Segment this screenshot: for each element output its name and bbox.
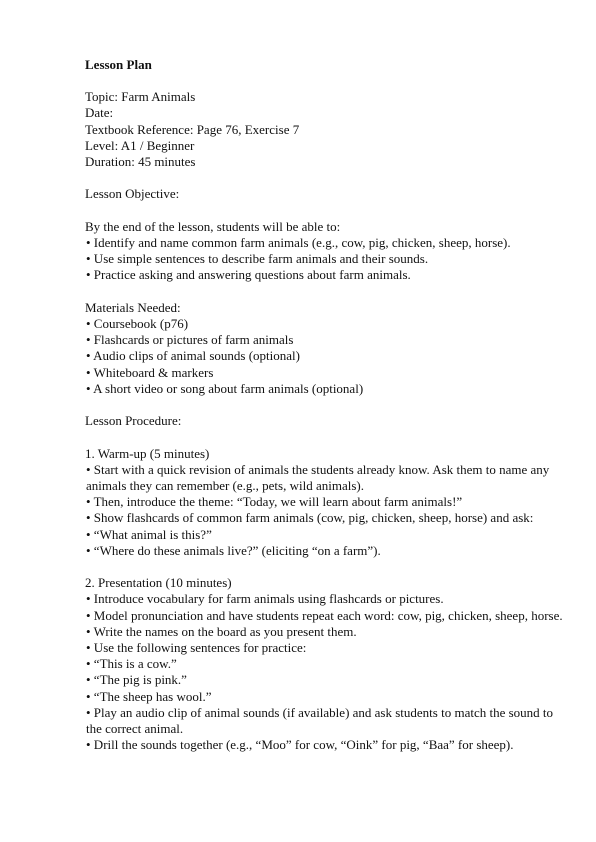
warmup-item: • Show flashcards of common farm animals (cow, pig, chicken, sheep, horse) and ask: xyxy=(86,510,534,526)
presentation-item: • Drill the sounds together (e.g., “Moo” for cow, “Oink” for pig, “Baa” for sheep). xyxy=(86,737,514,753)
materials-heading: Materials Needed: xyxy=(85,299,181,315)
warmup-section xyxy=(85,446,565,559)
materials-section xyxy=(85,300,565,397)
textbook-reference-line: Textbook Reference: Page 76, Exercise 7 xyxy=(85,121,300,137)
lesson-plan-document xyxy=(85,57,565,753)
warmup-heading: 1. Warm-up (5 minutes) xyxy=(85,445,210,461)
presentation-item: • Model pronunciation and have students repeat each word: cow, pig, chicken, sheep, horse. xyxy=(86,607,563,623)
presentation-item: • Write the names on the board as you present them. xyxy=(86,623,357,639)
presentation-item: • “The sheep has wool.” xyxy=(86,688,212,704)
objective-item: • Identify and name common farm animals (e.g., cow, pig, chicken, sheep, horse). xyxy=(86,235,511,250)
date-line: Date: xyxy=(85,105,114,121)
materials-item: • Coursebook (p76) xyxy=(86,316,189,331)
presentation-section xyxy=(85,575,565,753)
warmup-item: • “What animal is this?” xyxy=(86,526,212,542)
materials-item: • A short video or song about farm animals (optional) xyxy=(86,380,364,396)
objective-item: • Practice asking and answering questions about farm animals. xyxy=(86,267,411,283)
presentation-item: • “This is a cow.” xyxy=(86,656,177,672)
presentation-item: • Use the following sentences for practice: xyxy=(86,640,307,656)
procedure-heading: Lesson Procedure: xyxy=(85,413,182,429)
objective-heading: Lesson Objective: xyxy=(85,186,180,202)
objective-intro: By the end of the lesson, students will be able to: xyxy=(85,218,341,234)
presentation-item: • “The pig is pink.” xyxy=(86,672,187,688)
warmup-item: • “Where do these animals live?” (eliciting “on a farm”). xyxy=(86,542,381,558)
document-title: Lesson Plan xyxy=(85,57,152,72)
level-line: Level: A1 / Beginner xyxy=(85,137,195,153)
warmup-item: • Start with a quick revision of animals the students already know. Ask them to name any animals they can remember (e.g., pets, wild animals). xyxy=(86,461,550,493)
materials-item: • Flashcards or pictures of farm animals xyxy=(86,332,294,348)
topic-line: Topic: Farm Animals xyxy=(85,89,196,105)
duration-line: Duration: 45 minutes xyxy=(85,154,196,170)
presentation-item: • Introduce vocabulary for farm animals using flashcards or pictures. xyxy=(86,591,444,607)
objective-section xyxy=(85,219,565,284)
objective-item: • Use simple sentences to describe farm animals and their sounds. xyxy=(86,251,429,267)
warmup-item: • Then, introduce the theme: “Today, we will learn about farm animals!” xyxy=(86,494,463,510)
materials-item: • Audio clips of animal sounds (optional) xyxy=(86,348,300,364)
materials-item: • Whiteboard & markers xyxy=(86,364,214,380)
presentation-heading: 2. Presentation (10 minutes) xyxy=(85,575,232,591)
presentation-item: • Play an audio clip of animal sounds (if available) and ask students to match the sound to the correct animal. xyxy=(86,704,554,737)
header-info xyxy=(85,89,565,170)
